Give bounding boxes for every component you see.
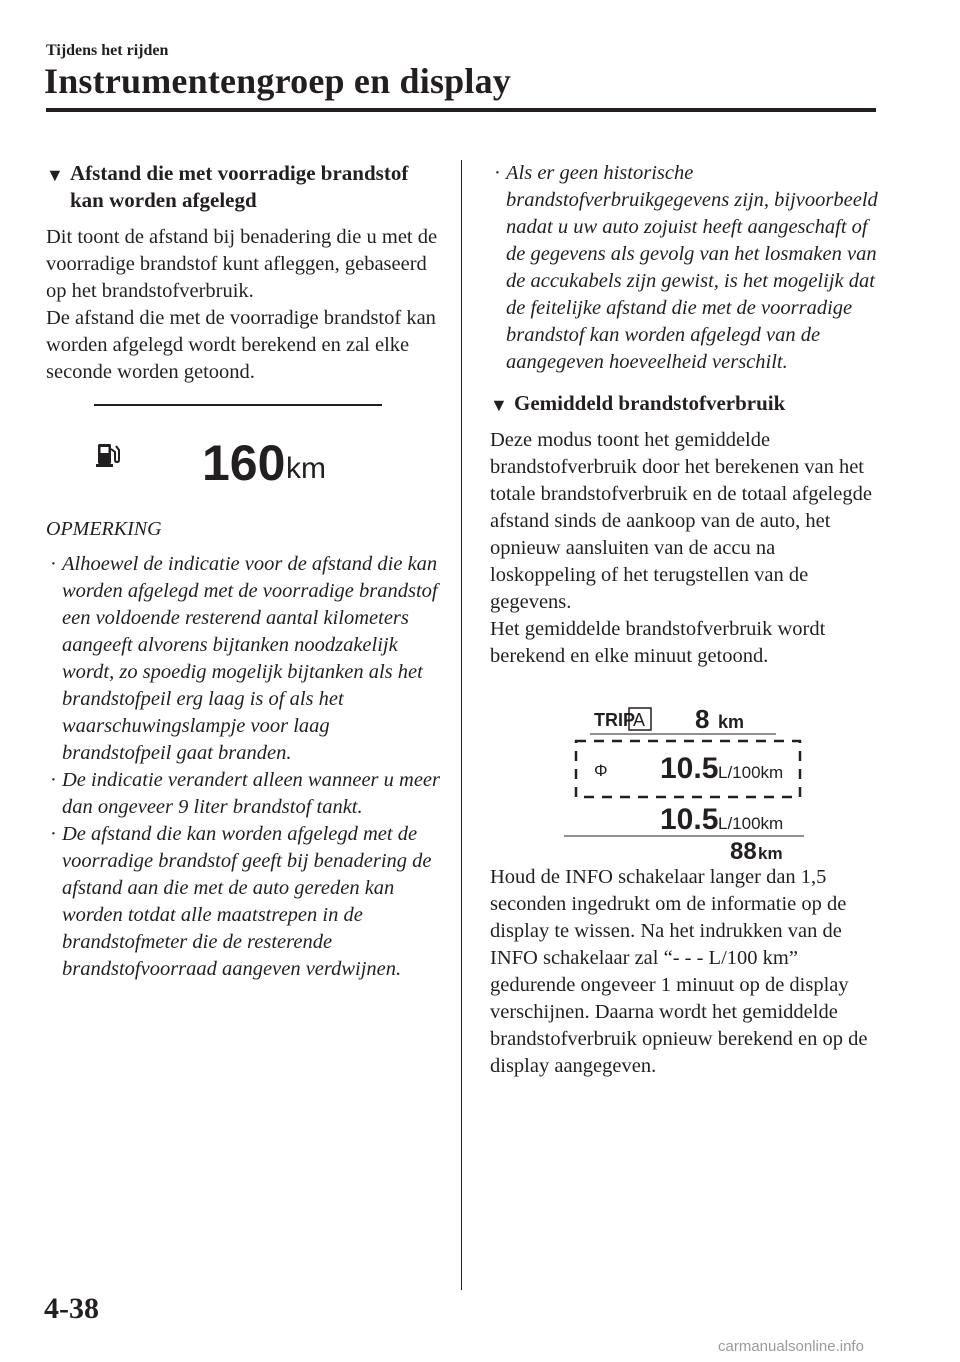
range-display-svg bbox=[46, 404, 441, 504]
paragraph: Dit toont de afstand bij benadering die u met de voorradige brandstof kunt afleggen, gebaseerd op het brandstofverbruik. bbox=[46, 226, 438, 302]
left-column bbox=[46, 160, 441, 983]
heading-text: Gemiddeld brandstofverbruik bbox=[514, 391, 786, 415]
range-display-figure bbox=[46, 404, 441, 504]
bullet-dot-icon: · bbox=[50, 823, 57, 845]
bullet-dot-icon: · bbox=[50, 553, 57, 575]
average-value: 10.5 bbox=[660, 752, 719, 785]
bullet-dot-icon: · bbox=[494, 162, 501, 184]
note-bullet-text: De afstand die kan worden afgelegd met de voorradige brandstof geeft bij benadering de afstand aan die met de auto gereden kan worden totdat alle maatstrepen in de brandstofmeter die de resterende brandstofvoorraad aangeven verdwijnen. bbox=[62, 823, 432, 980]
watermark: carmanualsonline.info bbox=[718, 1338, 864, 1355]
column-divider bbox=[461, 160, 462, 1290]
header-section: Tijdens het rijden bbox=[46, 42, 169, 59]
range-value: 88 bbox=[730, 838, 757, 860]
note-bullet bbox=[46, 551, 441, 767]
paragraph: Het gemiddelde brandstofverbruik wordt berekend en elke minuut getoond. bbox=[490, 618, 826, 667]
trip-value: 8 bbox=[695, 704, 710, 734]
note-bullet-text: Alhoewel de indicatie voor de afstand die kan worden afgelegd met de voorradige brandstof een voldoende resterend aantal kilometers aangeeft alvorens bijtanken noodzakelijk wordt, zo spoedig mogelijk bijtanken als het brandstofpeil erg laag is of als het waarschuwingslampje voor laag brandstofpeil gaat branden. bbox=[62, 553, 438, 764]
bullet-dot-icon: · bbox=[50, 769, 57, 791]
range-unit: km bbox=[286, 452, 326, 485]
current-unit: L/100km bbox=[718, 814, 784, 833]
section-heading-average bbox=[490, 390, 882, 417]
fuel-pump-icon bbox=[96, 444, 119, 467]
paragraph: De afstand die met de voorradige brandstof kan worden afgelegd wordt berekend en zal elke seconde worden getoond. bbox=[46, 307, 436, 383]
note-bullet bbox=[46, 821, 441, 983]
triangle-bullet-icon: ▼ bbox=[490, 395, 508, 415]
trip-letter: A bbox=[633, 710, 646, 730]
average-consumption-figure bbox=[490, 684, 882, 860]
note-bullet-text: Als er geen historische brandstofverbruikgegevens zijn, bijvoorbeeld nadat u uw auto zojuist heeft aangeschaft of de gegevens als gevolg van het losmaken van de accukabels zijn gewist, is het mogelijk dat de feitelijke afstand die met de voorradige brandstof kan worden afgelegd van de aangegeven hoeveelheid verschilt. bbox=[506, 162, 878, 373]
paragraph: Houd de INFO schakelaar langer dan 1,5 seconden ingedrukt om de informatie op de display te wissen. Na het indrukken van de INFO schakelaar zal “- - - L/100 km” gedurende ongeveer 1 minuut op de display verschijnen. Daarna wordt het gemiddelde brandstofverbruik opnieuw berekend en op de display aangegeven. bbox=[490, 866, 868, 1077]
average-unit: L/100km bbox=[718, 763, 784, 782]
header-rule bbox=[46, 108, 876, 112]
note-bullet bbox=[46, 767, 441, 821]
page-number: 4-38 bbox=[44, 1292, 99, 1325]
trip-label: TRIP bbox=[594, 710, 636, 730]
range-unit: km bbox=[758, 844, 783, 860]
section-heading-range bbox=[46, 160, 441, 214]
consumption-display-svg bbox=[490, 684, 882, 860]
paragraph: Deze modus toont het gemiddelde brandstofverbruik door het berekenen van het totale brandstofverbruik en de totaal afgelegde afstand sinds de aankoop van de auto, het opnieuw aansluiten van de accu na loskoppeling of het terugstellen van de gegevens. bbox=[490, 429, 872, 613]
heading-text: Afstand die met voorradige brandstof kan worden afgelegd bbox=[70, 161, 409, 212]
note-title: OPMERKING bbox=[46, 518, 162, 540]
page-title: Instrumentengroep en display bbox=[44, 61, 511, 101]
triangle-bullet-icon: ▼ bbox=[46, 165, 64, 185]
phi-symbol: Φ bbox=[594, 761, 608, 780]
note-bullet bbox=[490, 160, 882, 376]
trip-unit: km bbox=[718, 712, 745, 732]
current-value: 10.5 bbox=[660, 803, 719, 836]
note-bullet-text: De indicatie verandert alleen wanneer u meer dan ongeveer 9 liter brandstof tankt. bbox=[62, 769, 440, 818]
range-value: 160 bbox=[202, 435, 286, 491]
right-column bbox=[490, 160, 882, 1080]
